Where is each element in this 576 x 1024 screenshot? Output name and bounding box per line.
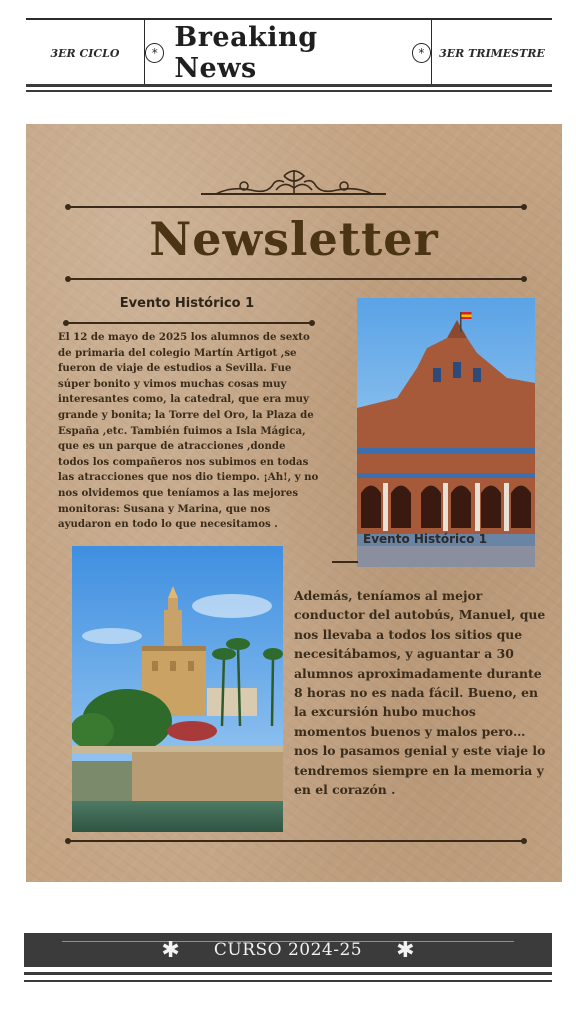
flourish-ornament-icon [26,164,562,200]
divider [68,206,524,208]
masthead-rule [26,90,552,92]
divider [68,840,524,842]
photo-caption: Evento Histórico 1 [363,532,488,546]
footer-rule [24,980,552,982]
caption-line [332,561,358,563]
event-paragraph: El 12 de mayo de 2025 los alumnos de sexto de primaria del colegio Martín Artigot ,se fueron de viaje de estudios a Sevilla. Fue súper bonito y vimos muchas cosas muy interesantes como, la catedral, que era muy grande y bonita; la Torre del Oro, la Plaza de España ,etc. También fuimos a Isla Mágica, que es un parque de atracciones ,donde todos los compañeros nos subimos en todas las atracciones que nos dio tiempo. ¡Ah!, y no nos olvidemos que teníamos a las mejores monitoras: Susana y Marina, que nos ayudaron en todo lo que necesitamos . [58,331,319,531]
divider [68,278,524,280]
newsletter-title: Newsletter [149,212,439,266]
footer-rule [24,972,552,975]
masthead-title-group [145,20,431,86]
masthead-rule [26,84,552,87]
newsletter-panel [26,124,562,882]
masthead [26,18,552,86]
asterisk-icon: * [145,43,164,63]
footer-bar [24,933,552,967]
event-continued-paragraph: Además, teníamos al mejor conductor del autobús, Manuel, que nos llevaba a todos los sitios que necesitábamos, y aguantar a 30 alumnos aproximadamente durante 8 horas no es nada fácil. Bueno, en la excursión hubo muchos momentos buenos y malos pero…nos lo pasamos genial y este viaje lo tendremos siempre en la memoria y en el corazón . [294,588,546,798]
event-title: Evento Histórico 1 [119,296,255,311]
star-icon: ✱ [161,937,180,963]
footer-content [24,933,552,967]
masthead-title: Breaking News [174,22,318,84]
school-year-label: CURSO 2024-25 [213,940,363,960]
cycle-label: 3ER CICLO [26,20,145,86]
torre-del-oro-photo [72,546,283,832]
plaza-espana-photo [357,298,535,567]
divider [66,322,312,324]
term-label: 3ER TRIMESTRE [431,20,552,86]
asterisk-icon: * [412,43,431,63]
star-icon: ✱ [396,937,415,963]
